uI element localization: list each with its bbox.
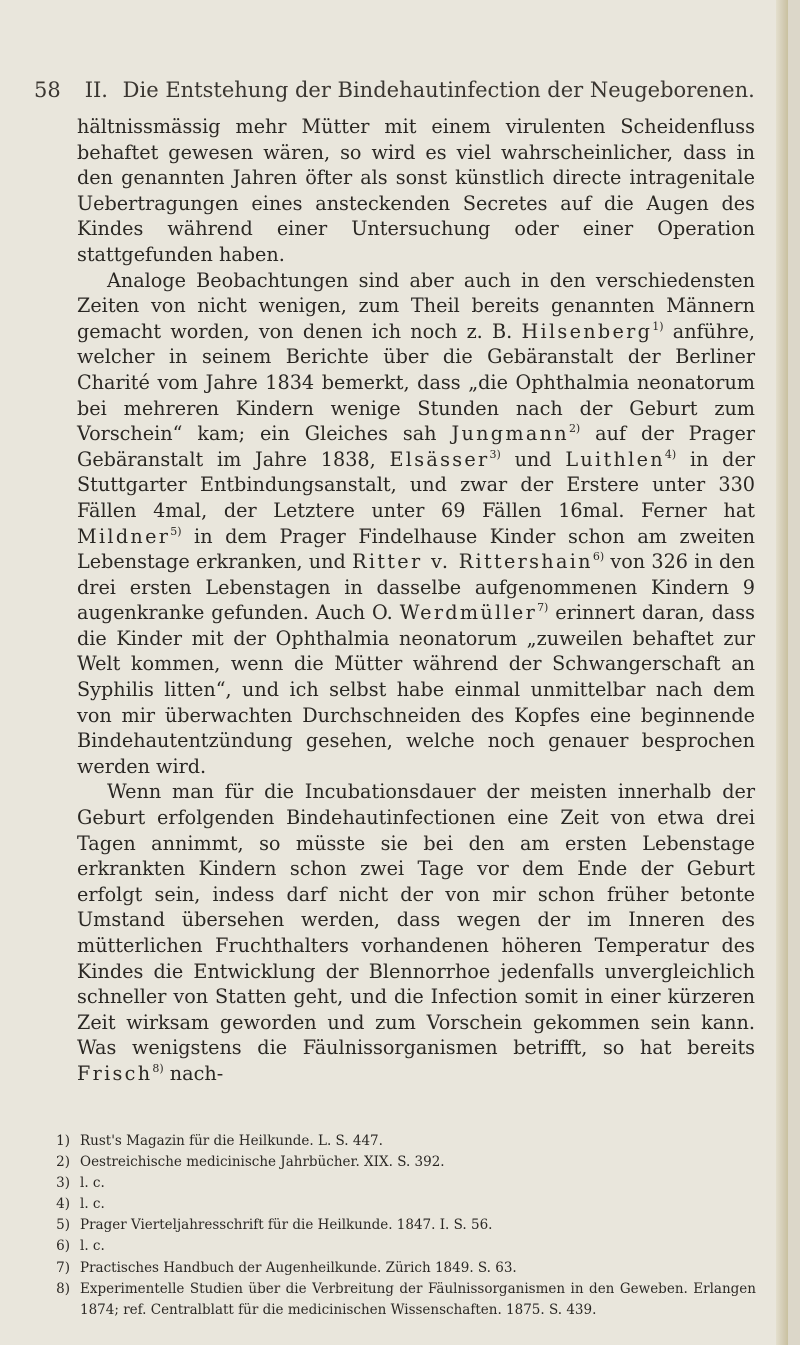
- footnote-text: l. c.: [80, 1196, 105, 1213]
- footnote-ref: 6): [592, 550, 605, 564]
- body-text: [77, 114, 755, 1087]
- footnote-number: 5): [56, 1217, 70, 1234]
- footnote: [44, 1131, 756, 1152]
- page-edge: [776, 0, 788, 1345]
- footnote: [44, 1215, 756, 1236]
- footnote-ref: 8): [152, 1061, 164, 1075]
- footnote-text: Practisches Handbuch der Augenheilkunde. Zürich 1849. S. 63.: [80, 1259, 517, 1276]
- author-name: Frisch: [77, 1061, 153, 1085]
- text-run: erinnert daran, dass die Kinder mit der Ophthalmia neonatorum „zuweilen behaftet zur Welt kommen, wenn die Mütter während der Schwangerschaft an Syphilis litten“, und ich selbst habe einmal unmittelbar nach dem von mir überwachten Durchschneiden des Kopfes eine beginnende Bindehautentzündung gesehen, welche noch genauer besprochen werden wird.: [77, 601, 755, 778]
- text-run: Analoge Beobachtungen sind aber auch in den verschiedensten Zeiten von nicht wenigen, zum Theil bereits genannten Männern gemacht worden, von denen ich noch z. B.: [77, 268, 755, 343]
- footnote-text: Experimentelle Studien über die Verbreitung der Fäulnissorganismen in den Geweben. Erlangen 1874; ref. Centralblatt für die medicinischen Wissenschaften. 1875. S. 439.: [80, 1280, 756, 1318]
- text-run: nach-: [163, 1061, 224, 1085]
- author-name: Mildner: [77, 524, 171, 548]
- footnote: [44, 1236, 756, 1257]
- footnote-number: 3): [56, 1175, 70, 1192]
- footnote-number: 1): [56, 1133, 70, 1149]
- footnote: [44, 1258, 756, 1279]
- paragraph: [77, 114, 755, 268]
- text-run: auf der Prager Gebäranstalt im Jahre 1838,: [77, 422, 755, 471]
- author-name: Luithlen: [565, 447, 665, 471]
- text-run: anführe, welcher in seinem Berichte über die Gebäranstalt der Berliner Charité vom Jahre 1834 bemerkt, dass „die Ophthalmia neonatorum bei mehreren Kindern wenige Stunden nach der Geburt zum Vorschein“ kam; ein Gleiches sah: [77, 319, 755, 446]
- footnote: [44, 1279, 756, 1321]
- text-run: von 326 in den drei ersten Lebenstagen in dasselbe aufgenommenen Kindern 9 augenkranke gefunden. Auch O.: [77, 550, 756, 625]
- author-name: Hilsenberg: [521, 319, 653, 343]
- chapter-number: II.: [84, 78, 108, 102]
- footnote-ref: 5): [170, 524, 182, 538]
- page-number: 58: [34, 78, 61, 102]
- footnote: [44, 1152, 756, 1173]
- footnotes: [44, 1131, 756, 1321]
- footnote-number: 8): [56, 1280, 70, 1297]
- author-name: Elsässer: [389, 447, 490, 471]
- footnote-ref: 7): [537, 601, 549, 615]
- author-name: Werdmüller: [399, 601, 538, 625]
- footnote-ref: 2): [568, 422, 581, 436]
- chapter-title: Die Entstehung der Bindehautinfection der Neugeborenen.: [122, 78, 755, 102]
- author-name: Ritter v. Rittershain: [352, 550, 593, 574]
- footnote-ref: 4): [664, 447, 677, 461]
- running-header: [34, 78, 764, 102]
- text-run: hältnissmässig mehr Mütter mit einem virulenten Scheidenfluss behaftet gewesen wären, so wird es viel wahrscheinlicher, dass in den genannten Jahren öfter als sonst künstlich directe intragenitale Uebertragungen eines ansteckenden Secretes auf die Augen des Kindes während einer Untersuchung oder einer Operation stattgefunden haben.: [77, 115, 755, 266]
- text-run: Wenn man für die Incubationsdauer der meisten innerhalb der Geburt erfolgenden Bindehautinfectionen eine Zeit von etwa drei Tagen annimmt, so müsste sie bei den am ersten Lebenstage erkrankten Kindern schon zwei Tage vor dem Ende der Geburt erfolgt sein, indess darf nicht der von mir schon früher betonte Umstand übersehen werden, dass wegen der im Inneren des mütterlichen Fruchthalters vorhandenen höheren Temperatur des Kindes die Entwicklung der Blennorrhoe jedenfalls unvergleichlich schneller von Statten geht, und die Infection somit in einer kürzeren Zeit wirksam geworden und zum Vorschein gekommen sein kann. Was wenigstens die Fäulnissorganismen betrifft, so hat bereits: [77, 780, 755, 1060]
- footnote-text: l. c.: [80, 1175, 105, 1192]
- footnote-number: 6): [56, 1238, 70, 1255]
- footnote-text: Oestreichische medicinische Jahrbücher. XIX. S. 392.: [80, 1154, 445, 1171]
- footnote-ref: 1): [652, 319, 664, 333]
- text-run: in der Stuttgarter Entbindungsanstalt, und zwar der Erstere unter 330 Fällen 4mal, der Letztere unter 69 Fällen 16mal. Ferner hat: [77, 447, 755, 522]
- text-run: in dem Prager Findelhause Kinder schon am zweiten Lebenstage erkranken, und: [77, 524, 755, 574]
- footnote-text: Rust's Magazin für die Heilkunde. L. S. 447.: [80, 1133, 383, 1149]
- text-run: und: [500, 447, 566, 471]
- footnote-text: l. c.: [80, 1238, 105, 1255]
- footnote: [44, 1194, 756, 1215]
- footnote-text: Prager Vierteljahresschrift für die Heilkunde. 1847. I. S. 56.: [80, 1217, 493, 1234]
- footnote-number: 2): [56, 1154, 70, 1171]
- footnote-number: 4): [56, 1196, 70, 1213]
- footnote: [44, 1173, 756, 1194]
- author-name: Jungmann: [451, 422, 569, 446]
- paragraph: [77, 268, 755, 780]
- paragraph: [77, 779, 755, 1086]
- footnote-number: 7): [56, 1259, 70, 1276]
- footnote-ref: 3): [489, 447, 501, 461]
